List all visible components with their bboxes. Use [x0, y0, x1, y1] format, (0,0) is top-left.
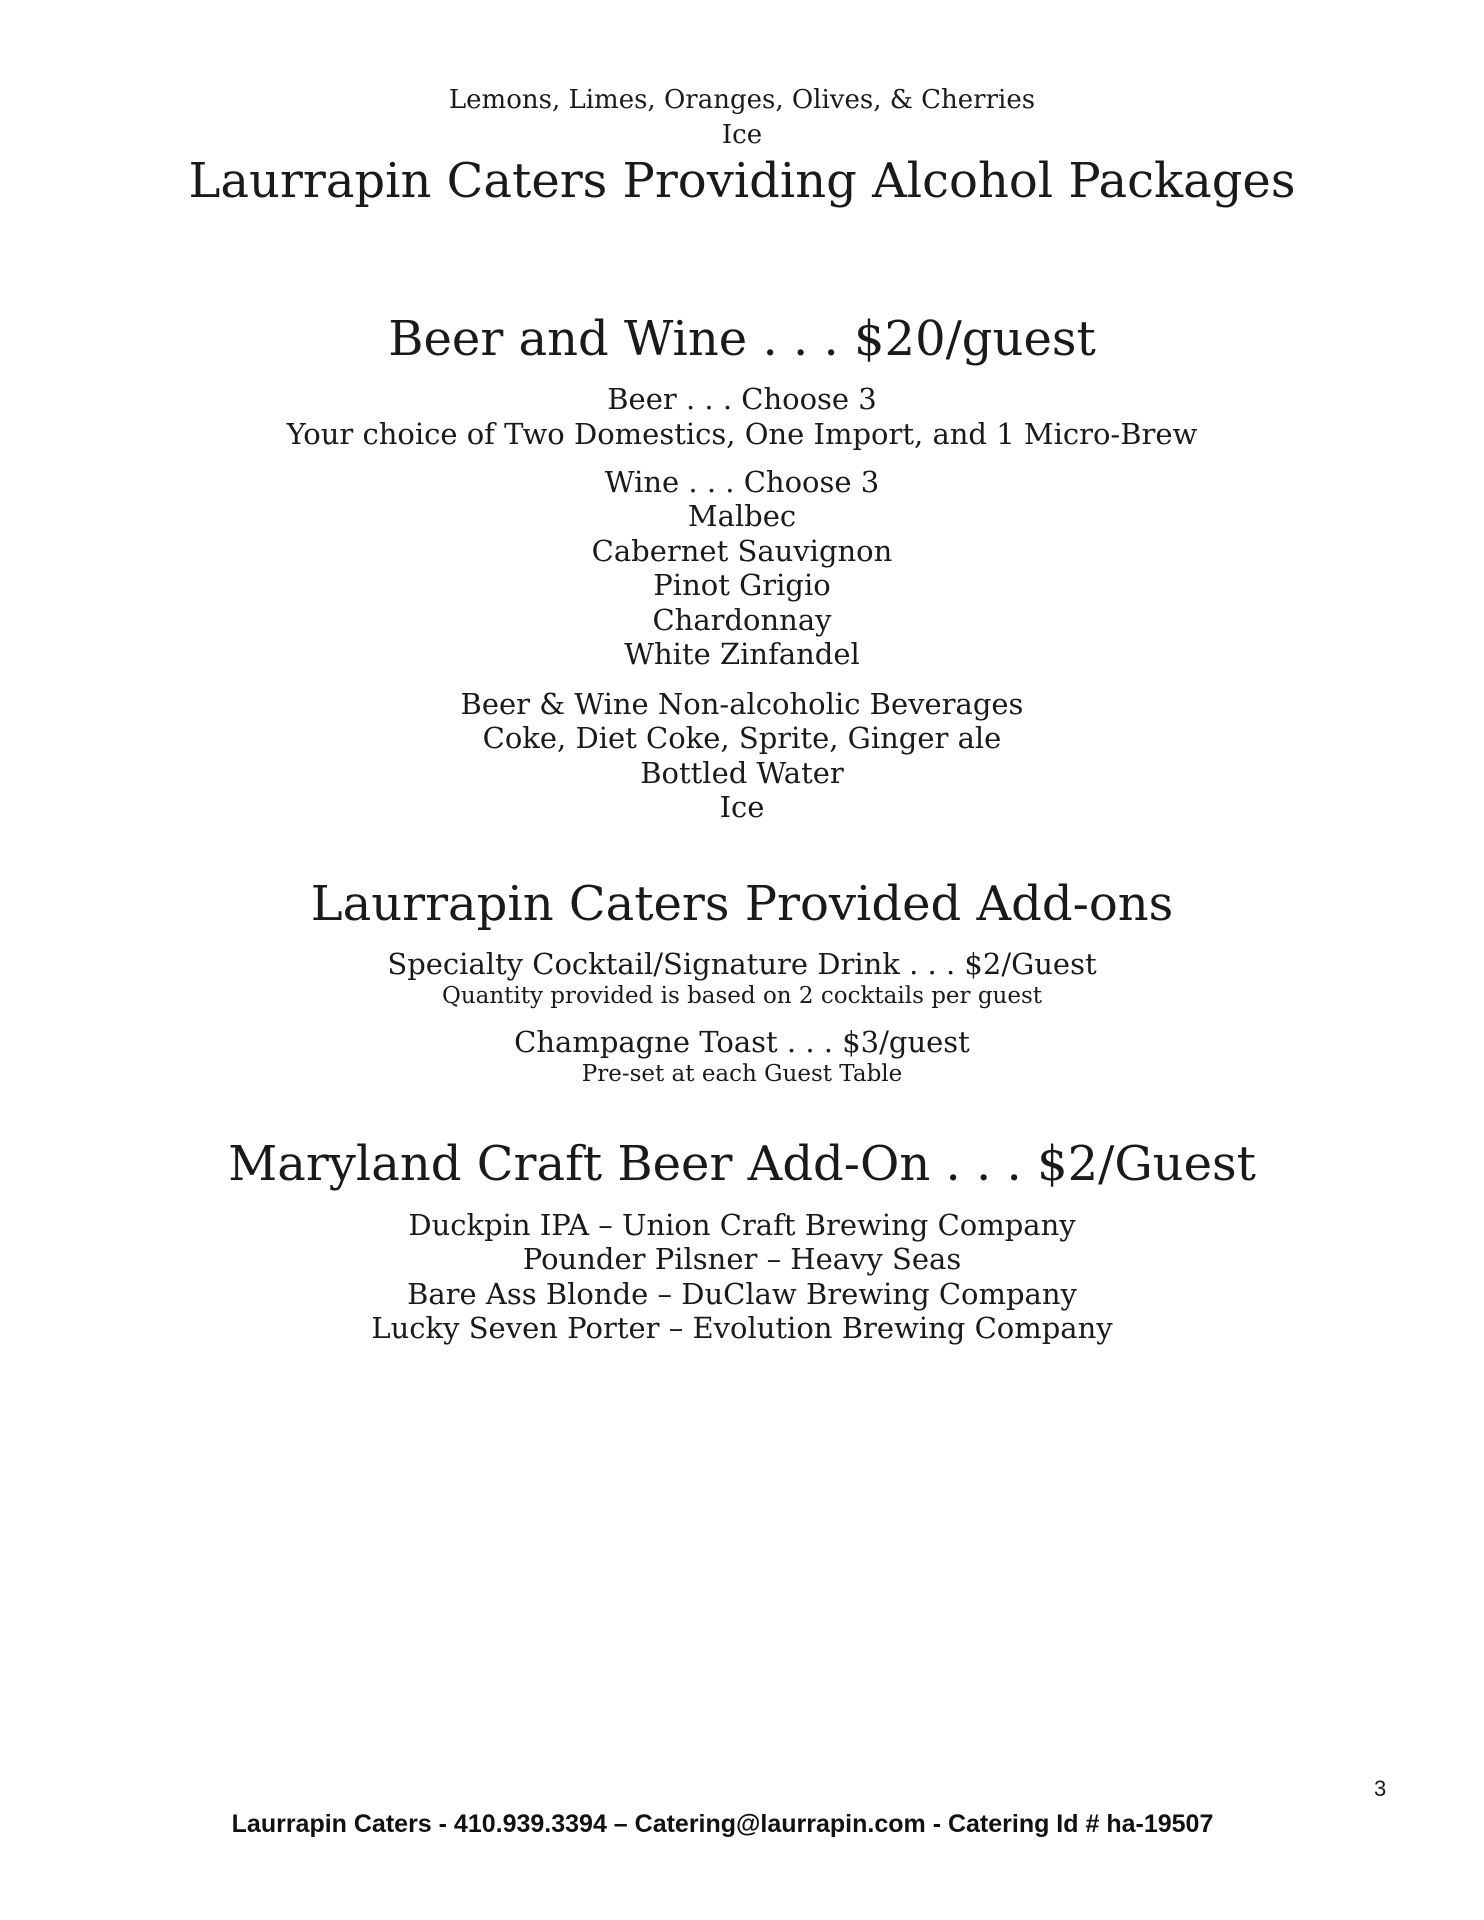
- garnish-line: Lemons, Limes, Oranges, Olives, & Cherries: [448, 85, 1036, 115]
- nonalcoholic-heading: Beer & Wine Non-alcoholic Beverages: [460, 687, 1024, 721]
- nonalcoholic-item: Bottled Water: [640, 756, 844, 790]
- wine-item: Cabernet Sauvignon: [591, 534, 893, 568]
- craft-beer-item: Lucky Seven Porter – Evolution Brewing Company: [371, 1311, 1113, 1345]
- champagne-note: Pre-set at each Guest Table: [581, 1061, 903, 1087]
- beer-detail: Your choice of Two Domestics, One Import, and 1 Micro-Brew: [286, 417, 1198, 451]
- page-title: Laurrapin Caters Providing Alcohol Packages: [188, 153, 1296, 209]
- footer-contact: Laurrapin Caters - 410.939.3394 – Catering@laurrapin.com - Catering Id # ha-19507: [231, 1810, 1214, 1838]
- champagne-addon: Champagne Toast . . . $3/guest: [514, 1025, 970, 1059]
- cocktail-addon: Specialty Cocktail/Signature Drink . . . $2/Guest: [387, 947, 1097, 981]
- wine-choose-heading: Wine . . . Choose 3: [604, 465, 880, 499]
- cocktail-note: Quantity provided is based on 2 cocktails per guest: [441, 983, 1043, 1009]
- page-number: 3: [1374, 1776, 1387, 1801]
- beer-wine-heading: Beer and Wine . . . $20/guest: [388, 311, 1096, 367]
- craft-beer-item: Bare Ass Blonde – DuClaw Brewing Company: [407, 1277, 1077, 1311]
- beer-choose-heading: Beer . . . Choose 3: [607, 382, 877, 416]
- wine-item: White Zinfandel: [624, 637, 860, 671]
- nonalcoholic-item: Ice: [719, 790, 765, 824]
- ice-line: Ice: [721, 120, 763, 150]
- nonalcoholic-item: Coke, Diet Coke, Sprite, Ginger ale: [482, 721, 1002, 755]
- wine-item: Chardonnay: [652, 603, 832, 637]
- craft-beer-heading: Maryland Craft Beer Add-On . . . $2/Guest: [228, 1136, 1256, 1192]
- addons-heading: Laurrapin Caters Provided Add-ons: [310, 876, 1174, 932]
- craft-beer-item: Pounder Pilsner – Heavy Seas: [522, 1242, 962, 1276]
- wine-item: Malbec: [687, 499, 797, 533]
- wine-item: Pinot Grigio: [653, 568, 831, 602]
- craft-beer-item: Duckpin IPA – Union Craft Brewing Company: [408, 1208, 1076, 1242]
